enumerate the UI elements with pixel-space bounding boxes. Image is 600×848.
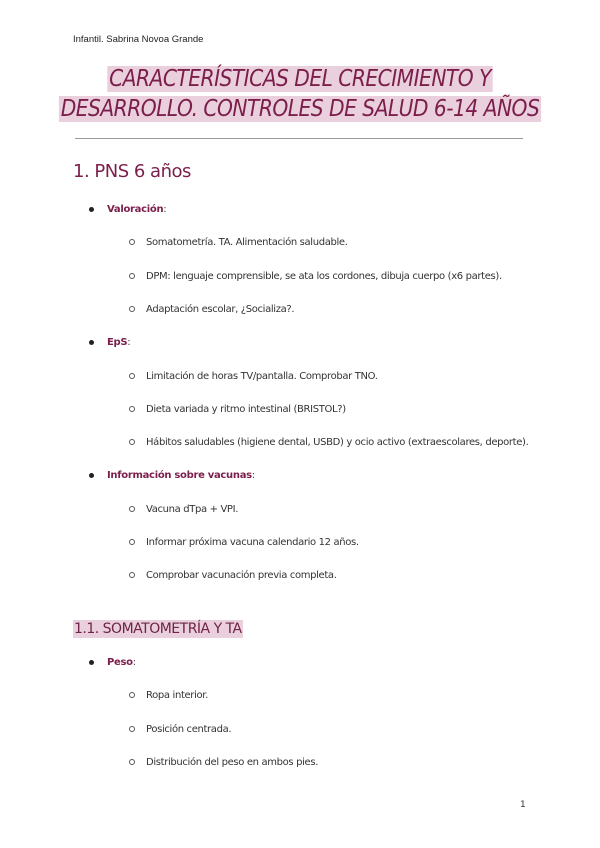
circle-bullet-icon [129, 273, 135, 279]
page-header: Infantil. Sabrina Novoa Grande [73, 34, 204, 45]
sub-bullet-item [129, 690, 208, 701]
sub-bullet-item [129, 437, 528, 448]
colon: : [132, 657, 137, 668]
sub-bullet-item [129, 404, 346, 415]
bullet-icon [89, 340, 94, 345]
sub-bullet-item [129, 304, 294, 315]
page-number: 1 [520, 800, 526, 810]
bullet-label: Peso [107, 657, 133, 668]
sub-bullet-text: DPM: lenguaje comprensible, se ata los cordones, dibuja cuerpo (x6 partes). [146, 270, 502, 282]
sub-bullet-text: Posición centrada. [146, 723, 232, 735]
circle-bullet-icon [129, 373, 135, 379]
sub-bullet-text: Somatometría. TA. Alimentación saludable. [146, 237, 348, 249]
circle-bullet-icon [129, 506, 135, 512]
bullet-label: Valoración [107, 204, 164, 215]
bullet-item [89, 657, 136, 668]
circle-bullet-icon [129, 439, 135, 445]
circle-bullet-icon [129, 239, 135, 245]
colon: : [163, 204, 167, 215]
sub-bullet-text: Vacuna dTpa + VPI. [146, 503, 239, 515]
sub-bullet-text: Limitación de horas TV/pantalla. Comprobar TNO. [146, 370, 378, 382]
circle-bullet-icon [129, 306, 135, 312]
sub-bullet-item [129, 237, 348, 248]
document-title-line-1 [36, 66, 564, 92]
bullet-label: EpS [107, 337, 128, 349]
circle-bullet-icon [129, 692, 135, 698]
sub-bullet-text: Hábitos saludables (higiene dental, USBD) y ocio activo (extraescolares, deporte). [146, 437, 529, 449]
circle-bullet-icon [129, 726, 135, 732]
sub-bullet-item [129, 757, 318, 768]
document-title-line-2 [36, 96, 564, 122]
colon: : [251, 470, 256, 482]
circle-bullet-icon [129, 759, 135, 765]
sub-bullet-item [129, 371, 378, 382]
sub-bullet-text: Ropa interior. [146, 690, 208, 702]
bullet-label: Información sobre vacunas [107, 470, 252, 482]
sub-bullet-item [129, 537, 359, 548]
sub-bullet-text: Comprobar vacunación previa completa. [146, 570, 337, 582]
title-text: DESARROLLO. CONTROLES DE SALUD 6-14 AÑOS [60, 96, 540, 122]
sub-bullet-item [129, 504, 238, 515]
sub-bullet-text: Distribución del peso en ambos pies. [146, 756, 319, 768]
bullet-item [89, 204, 167, 215]
divider [75, 138, 523, 139]
circle-bullet-icon [129, 406, 135, 412]
sub-bullet-text: Informar próxima vacuna calendario 12 años. [146, 537, 359, 548]
sub-bullet-item [129, 724, 231, 735]
bullet-icon [89, 207, 94, 212]
subsection-heading: 1.1. SOMATOMETRÍA Y TA [74, 621, 242, 637]
sub-bullet-text: Dieta variada y ritmo intestinal (BRISTOL?) [146, 403, 346, 415]
bullet-item [89, 470, 255, 481]
circle-bullet-icon [129, 572, 135, 578]
title-text: CARACTERÍSTICAS DEL CRECIMIENTO Y [109, 66, 491, 92]
sub-bullet-item [129, 271, 502, 282]
section-heading: 1. PNS 6 años [73, 161, 191, 182]
sub-bullet-text: Adaptación escolar, ¿Socializa?. [146, 303, 295, 315]
colon: : [127, 337, 131, 349]
bullet-icon [89, 473, 94, 478]
bullet-item [89, 337, 131, 348]
circle-bullet-icon [129, 539, 135, 545]
sub-bullet-item [129, 570, 337, 581]
bullet-icon [89, 660, 94, 665]
